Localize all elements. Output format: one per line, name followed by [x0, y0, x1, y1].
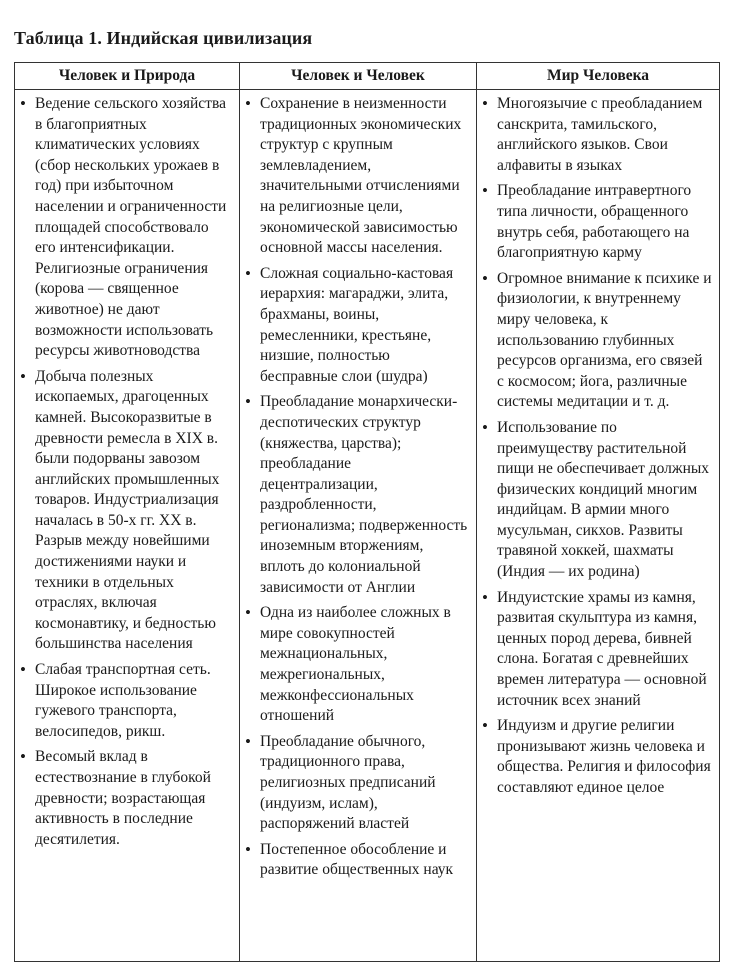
list-item: • Сложная социально-кастовая иерархия: магараджи, элита, брахманы, воины, ремесленники, крестьяне, низшие, полностью бесправные слои (шудра): [242, 264, 470, 388]
list-society: [242, 94, 470, 881]
list-item: • Преобладание монархически-деспотических структур (княжества, царства); преобладание децентрализации, раздробленности, регионализма; подверженность иноземным вторжениям, вплоть до колониальной зависимости от Англии: [242, 392, 470, 598]
list-item: • Сохранение в неизменности традиционных экономических структур с крупным землевладением, значительными отчислениями на религиозные цели, экономической зависимостью основной массы населения.: [242, 94, 470, 259]
column-header-society: Человек и Человек: [240, 63, 477, 90]
column-header-nature: Человек и Природа: [15, 63, 240, 90]
list-item: • Индуистские храмы из камня, развитая скульптура из камня, ценных пород дерева, бивней слона. Богатая с древнейших времен литература — основной источник всех знаний: [479, 588, 713, 712]
list-nature: [17, 94, 233, 850]
list-item: • Огромное внимание к психике и физиологии, к внутреннему миру человека, к использованию глубинных ресурсов организма, его связей с космосом; йога, различные системы медитации и т. д.: [479, 269, 713, 413]
cell-nature: [15, 90, 240, 962]
table-title: Таблица 1. Индийская цивилизация: [14, 28, 313, 48]
list-item: • Преобладание обычного, традиционного права, религиозных предписаний (индуизм, ислам), распоряжений властей: [242, 732, 470, 835]
list-item: • Многоязычие с преобладанием санскрита, тамильского, английского языков. Свои алфавиты в языках: [479, 94, 713, 176]
table-body-row: [15, 90, 720, 962]
civilization-table: [14, 62, 720, 962]
table-header-row: [15, 63, 720, 90]
list-item: • Индуизм и другие религии пронизывают жизнь человека и общества. Религия и философия составляют единое целое: [479, 716, 713, 798]
cell-society: [240, 90, 477, 962]
list-item: • Преобладание интравертного типа личности, обращенного внутрь себя, работающего на благоприятную карму: [479, 181, 713, 263]
list-item: • Использование по преимуществу растительной пищи не обеспечивает должных физических кондиций многим индийцам. В армии много мусульман, сикхов. Развиты травяной хоккей, шахматы (Индия — их родина): [479, 418, 713, 583]
column-header-human-world: Мир Человека: [477, 63, 720, 90]
list-item: • Постепенное обособление и развитие общественных наук: [242, 840, 470, 881]
list-item: • Слабая транспортная сеть. Широкое использование гужевого транспорта, велосипедов, рикш.: [17, 660, 233, 742]
list-item: • Весомый вклад в естествознание в глубокой древности; возрастающая активность в последние десятилетия.: [17, 747, 233, 850]
list-item: • Ведение сельского хозяйства в благоприятных климатических условиях (сбор нескольких урожаев в год) при избыточном населении и ограниченности площадей способствовало его интенсификации. Религиозные ограничения (корова — священное животное) не дают возможности использовать ресурсы животноводства: [17, 94, 233, 362]
list-human-world: [479, 94, 713, 799]
cell-human-world: [477, 90, 720, 962]
list-item: • Добыча полезных ископаемых, драгоценных камней. Высокоразвитые в древности ремесла в XIX в. были подорваны завозом английских промышленных товаров. Индустриализация началась в 50-х гг. XX в. Разрыв между новейшими достижениями науки и техники в отдельных отраслях, включая космонавтику, и бедностью большинства населения: [17, 367, 233, 655]
list-item: • Одна из наиболее сложных в мире совокупностей межнациональных, межрегиональных, межконфессиональных отношений: [242, 603, 470, 727]
